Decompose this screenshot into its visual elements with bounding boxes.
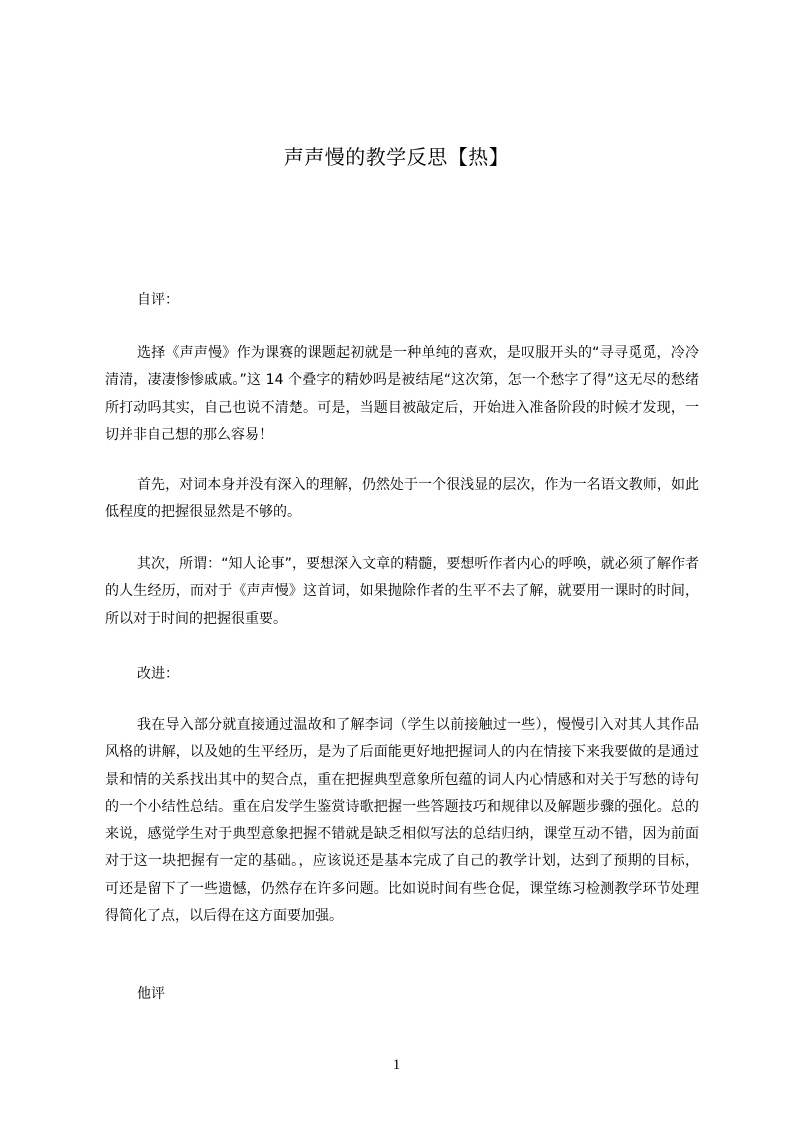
improvement-paragraph: 我在导入部分就直接通过温故和了解李词（学生以前接触过一些），慢慢引入对其人其作品风格的讲解，以及她的生平经历，是为了后面能更好地把握词人的内在情接下来我要做的是通过景和情的关系找出其中的契合点，重在把握典型意象所包蕴的词人内心情感和对关于写愁的诗句的一个小结性总结。重在启发学生鉴赏诗歌把握一些答题技巧和规律以及解题步骤的强化。总的来说，感觉学生对于典型意象把握不错就是缺乏相似写法的总结归纳，课堂互动不错，因为前面对于这一块把握有一定的基础。，应该说还是基本完成了自己的教学计划，达到了预期的目标，可还是留下了一些遗憾，仍然存在许多问题。比如说时间有些仓促，课堂练习检测教学环节处理得简化了点，以后得在这方面要加强。 (105, 717, 699, 925)
page-number: 1 (392, 1057, 401, 1073)
self-review-paragraph-2: 首先，对词本身并没有深入的理解，仍然处于一个很浅显的层次，作为一名语文教师，如此低程度的把握很显然是不够的。 (105, 477, 699, 521)
document-title: 声声慢的教学反思【热】 (283, 145, 510, 169)
peer-review-label: 他评 (137, 986, 165, 1002)
improvement-label: 改进： (137, 666, 179, 682)
self-review-paragraph-3: 其次，所谓：“知人论事”，要想深入文章的精髓，要想听作者内心的呼唤，就必须了解作者的人生经历，而对于《声声慢》这首词，如果抛除作者的生平不去了解，就要用一课时的时间，所以对于时间的把握很重要。 (105, 556, 699, 627)
self-review-label: 自评： (137, 292, 179, 308)
self-review-paragraph-1: 选择《声声慢》作为课赛的课题起初就是一种单纯的喜欢，是叹服开头的“寻寻觅觅，冷冷清清，凄凄惨惨戚戚。”这 14 个叠字的精妙吗是被结尾“这次第，怎一个愁字了得”这无尽的愁绪所打动吗其实，自己也说不清楚。可是，当题目被敲定后，开始进入准备阶段的时候才发现，一切并非自己想的那么容易！ (105, 345, 699, 443)
